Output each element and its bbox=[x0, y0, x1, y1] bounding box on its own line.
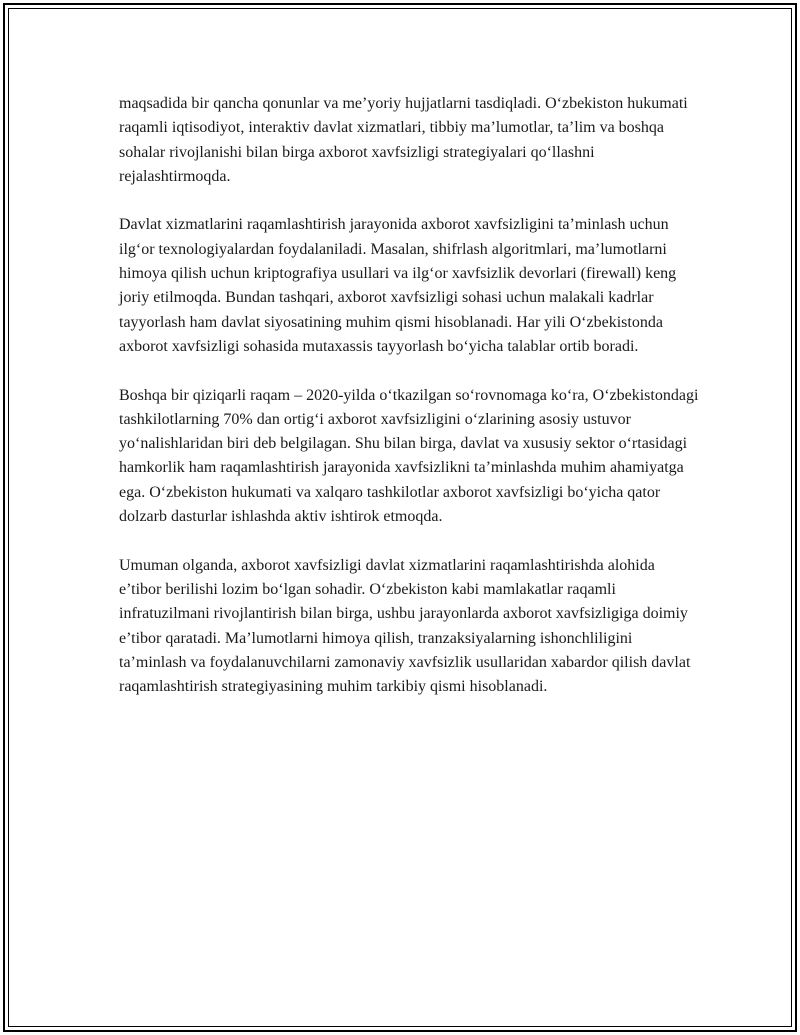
paragraph-3: Boshqa bir qiziqarli raqam – 2020-yilda o‘tkazilgan so‘rovnomaga ko‘ra, O‘zbekistondagi tashkilotlarning 70% dan ortig‘i axborot xavfsizligini o‘zlarining asosiy ustuvor yo‘nalishlaridan biri deb belgilagan. Shu bilan birga, davlat va xususiy sektor o‘rtasidagi hamkorlik ham raqamlashtirish jarayonida xavfsizlikni ta’minlashda muhim ahamiyatga ega. O‘zbekiston hukumati va xalqaro tashkilotlar axborot xavfsizligi bo‘yicha qator dolzarb dasturlar ishlashda aktiv ishtirok etmoqda. bbox=[119, 386, 699, 526]
paragraph-4: Umuman olganda, axborot xavfsizligi davlat xizmatlarini raqamlashtirishda alohida e’tibor berilishi lozim bo‘lgan sohadir. O‘zbekiston kabi mamlakatlar raqamli infratuzilmani rivojlantirish bilan birga, ushbu jarayonlarda axborot xavfsizligiga doimiy e’tibor qaratadi. Ma’lumotlarni himoya qilish, tranzaksiyalarning ishonchliligini ta’minlash va foydalanuvchilarni zamonaviy xavfsizlik usullaridan xabardor qilish davlat raqamlashtirish strategiyasining muhim tarkibiy qismi hisoblanadi. bbox=[119, 556, 691, 696]
paragraph-2: Davlat xizmatlarini raqamlashtirish jarayonida axborot xavfsizligini ta’minlash uchun ilg‘or texnologiyalardan foydalaniladi. Masalan, shifrlash algoritmlari, ma’lumotlarni himoya qilish uchun kriptografiya usullari va ilg‘or xavfsizlik devorlari (firewall) keng joriy etilmoqda. Bundan tashqari, axborot xavfsizligi sohasi uchun malakali kadrlar tayyorlash ham davlat siyosatining muhim qismi hisoblanadi. Har yili O‘zbekistonda axborot xavfsizligi sohasida mutaxassis tayyorlash bo‘yicha talablar ortib boradi. bbox=[119, 216, 677, 355]
paragraph-1: maqsadida bir qancha qonunlar va me’yoriy hujjatlarni tasdiqladi. O‘zbekiston hukumati raqamli iqtisodiyot, interaktiv davlat xizmatlari, tibbiy ma’lumotlar, ta’lim va boshqa sohalar rivojlanishi bilan birga axborot xavfsizligi strategiyalari qo‘llashni rejalashtirmoqda. bbox=[119, 95, 688, 185]
document-body bbox=[119, 92, 699, 724]
